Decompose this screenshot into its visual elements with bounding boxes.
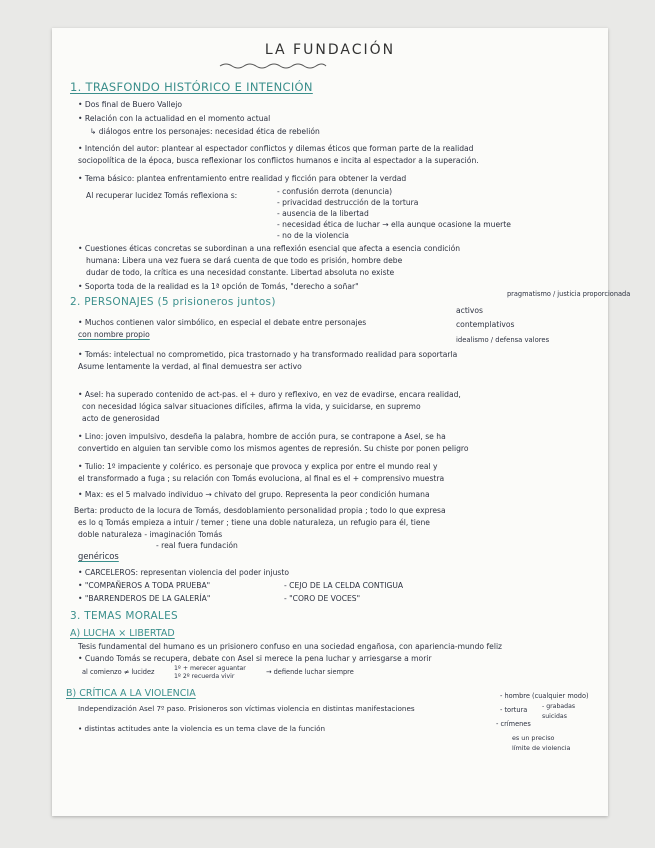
section2-line: el transformado a fuga ; su relación con Tomás evoluciona, al final es el + comprensivo muestra bbox=[78, 474, 445, 483]
section2-line: • "COMPAÑEROS A TODA PRUEBA" bbox=[78, 581, 211, 590]
section1-line: • Cuestiones éticas concretas se subordinan a una reflexión esencial que afecta a esencia condición bbox=[78, 244, 461, 253]
side-note: - tortura bbox=[500, 706, 528, 714]
section2-line: • "BARRENDEROS DE LA GALERÍA" bbox=[78, 594, 211, 603]
section2-line: • CARCELEROS: representan violencia del poder injusto bbox=[78, 568, 289, 577]
section3-line: Independización Asel 7º paso. Prisioneros son víctimas violencia en distintas manifestaciones bbox=[78, 704, 415, 713]
side-note: idealismo / defensa valores bbox=[456, 336, 550, 344]
section1-list-item: - no de la violencia bbox=[277, 231, 349, 240]
section3-line: Tesis fundamental del humano es un prisionero confuso en una sociedad engañosa, con apariencia-mundo feliz bbox=[78, 642, 503, 651]
side-note: activos bbox=[456, 306, 484, 315]
section2-line: • Muchos contienen valor simbólico, en especial el debate entre personajes bbox=[78, 318, 367, 327]
section1-list-item: - confusión derrota (denuncia) bbox=[277, 187, 393, 196]
title-squiggle-underline bbox=[218, 62, 328, 70]
section1-line: Al recuperar lucidez Tomás reflexiona s: bbox=[86, 191, 238, 200]
section2-line: • Tulio: 1º impaciente y colérico. es personaje que provoca y explica por entre el mundo real y bbox=[78, 462, 438, 471]
section2-line: - CEJO DE LA CELDA CONTIGUA bbox=[284, 581, 404, 590]
notebook-page bbox=[52, 28, 631, 816]
section1-line: • Soporta toda de la realidad es la 1ª opción de Tomás, "derecho a soñar" bbox=[78, 282, 359, 291]
section-heading-1: 1. TRASFONDO HISTÓRICO E INTENCIÓN bbox=[70, 80, 313, 94]
section2-line: convertido en alguien tan servible como los mismos agentes de represión. Su chiste por ponen peligro bbox=[78, 444, 469, 453]
section3-line: → defiende luchar siempre bbox=[266, 668, 354, 676]
section1-line: sociopolítica de la época, busca reflexionar los conflictos humanos e incita al espectador a la superación. bbox=[78, 156, 479, 165]
section2-line: con nombre propio bbox=[78, 330, 150, 339]
side-note: contemplativos bbox=[456, 320, 515, 329]
section1-list-item: - necesidad ética de luchar → ella aunque ocasione la muerte bbox=[277, 220, 511, 229]
page-title: LA FUNDACIÓN bbox=[264, 42, 396, 58]
section2-line: es lo q Tomás empieza a intuir / temer ; tiene una doble naturaleza, un refugio para él, tiene bbox=[78, 518, 430, 527]
section-heading-3: 3. TEMAS MORALES bbox=[70, 610, 178, 622]
subheading-lucha-libertad: A) LUCHA × LIBERTAD bbox=[70, 628, 175, 639]
subheading-critica-violencia: B) CRÍTICA A LA VIOLENCIA bbox=[66, 688, 196, 699]
section2-line: Asume lentamente la verdad, al final demuestra ser activo bbox=[78, 362, 302, 371]
section2-line: Berta: producto de la locura de Tomás, desdoblamiento personalidad propia ; todo lo que expresa bbox=[74, 506, 446, 515]
side-note: suicidas bbox=[542, 713, 567, 720]
section1-list-item: - privacidad destrucción de la tortura bbox=[277, 198, 419, 207]
section2-line: • Asel: ha superado contenido de act-pas. el + duro y reflexivo, en vez de evadirse, encara realidad, bbox=[78, 390, 461, 399]
side-note: pragmatismo / justicia proporcionada bbox=[507, 290, 631, 298]
section3-line: 1º + merecer aguantar bbox=[174, 665, 246, 672]
section1-line: ↳ diálogos entre los personajes: necesidad ética de rebelión bbox=[90, 127, 320, 136]
section3-line: 1º 2º recuerda vivir bbox=[174, 673, 235, 680]
section2-line: doble naturaleza - imaginación Tomás bbox=[78, 530, 223, 539]
section2-line: • Max: es el 5 malvado individuo → chivato del grupo. Representa la peor condición humana bbox=[78, 490, 430, 499]
side-note: - crímenes bbox=[496, 720, 531, 728]
section2-line: • Lino: joven impulsivo, desdeña la palabra, hombre de acción pura, se contrapone a Asel, se ha bbox=[78, 432, 446, 441]
section1-list-item: - ausencia de la libertad bbox=[277, 209, 369, 218]
side-note: - hombre (cualquier modo) bbox=[500, 692, 589, 700]
side-note: - grabadas bbox=[542, 703, 576, 710]
section1-line: humana: Libera una vez fuera se dará cuenta de que todo es prisión, hombre debe bbox=[86, 256, 403, 265]
section1-line: • Intención del autor: plantear al espectador conflictos y dilemas éticos que forman parte de la realidad bbox=[78, 144, 474, 153]
section-heading-2: 2. PERSONAJES (5 prisioneros juntos) bbox=[70, 296, 276, 308]
section1-line: • Tema básico: plantea enfrentamiento entre realidad y ficción para obtener la verdad bbox=[78, 174, 407, 183]
section1-line: dudar de todo, la crítica es una necesidad constante. Libertad absoluta no existe bbox=[86, 268, 395, 277]
section2-line: - "CORO DE VOCES" bbox=[284, 594, 361, 603]
section3-line: • Cuando Tomás se recupera, debate con Asel si merece la pena luchar y arriesgarse a morir bbox=[78, 654, 432, 663]
section2-line: • Tomás: intelectual no comprometido, pica trastornado y ha transformado realidad para soportarla bbox=[78, 350, 458, 359]
section1-line: • Relación con la actualidad en el momento actual bbox=[78, 114, 271, 123]
section2-subheading-genericos: genéricos bbox=[78, 551, 119, 561]
side-note: es un preciso bbox=[512, 734, 555, 742]
section1-line: • Dos final de Buero Vallejo bbox=[78, 100, 183, 109]
section2-line: acto de generosidad bbox=[82, 414, 160, 423]
section3-line: al comienzo ≠ lucidez bbox=[82, 668, 155, 676]
section3-line: • distintas actitudes ante la violencia es un tema clave de la función bbox=[78, 724, 326, 733]
side-note: límite de violencia bbox=[512, 744, 571, 752]
section2-line: - real fuera fundación bbox=[156, 541, 238, 550]
section2-line: con necesidad lógica salvar situaciones difíciles, afirma la vida, y suicidarse, en supremo bbox=[82, 402, 421, 411]
